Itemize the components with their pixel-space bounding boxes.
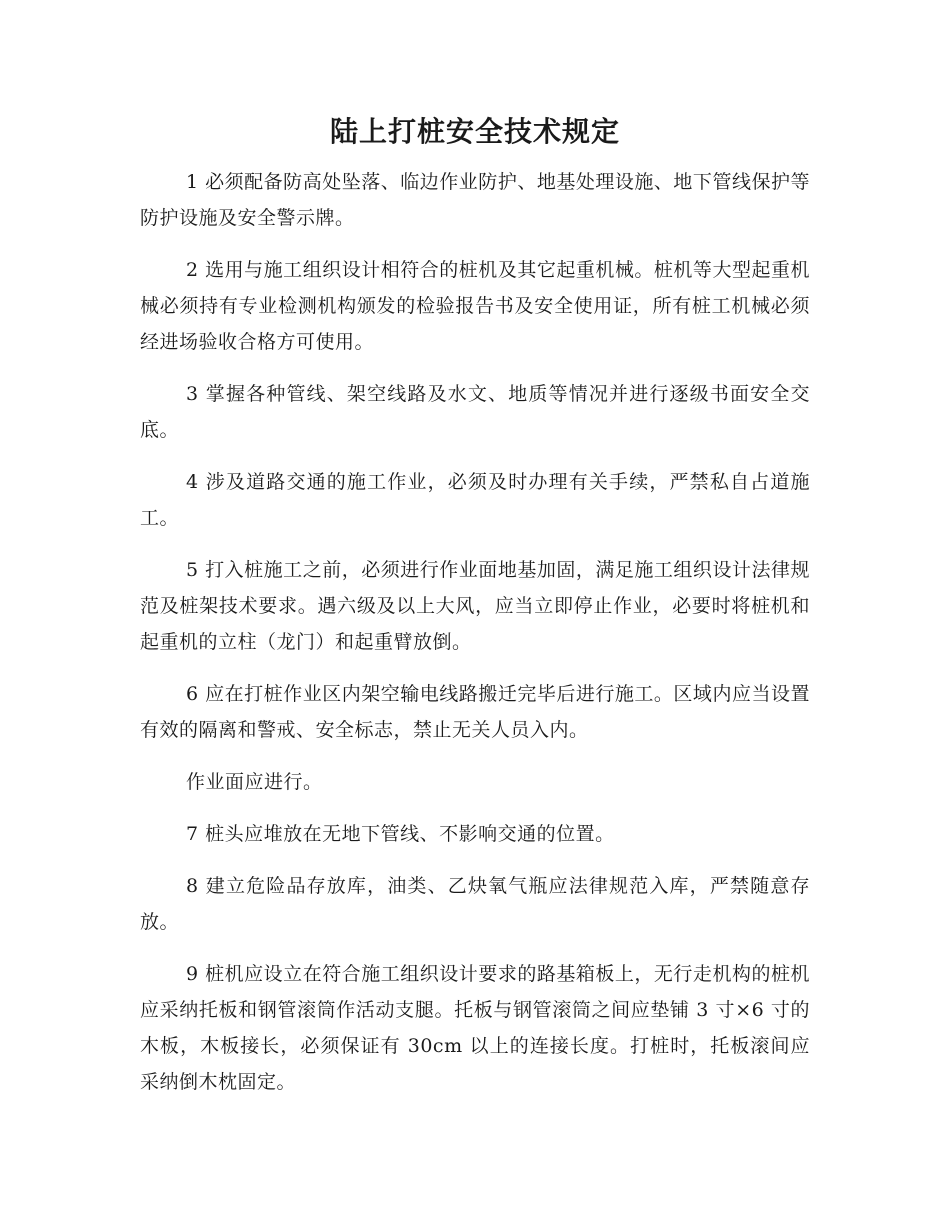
paragraph-2: 2 选用与施工组织设计相符合的桩机及其它起重机械。桩机等大型起重机械必须持有专业检测机构颁发的检验报告书及安全使用证，所有桩工机械必须经进场验收合格方可使用。 xyxy=(140,259,810,353)
paragraph-9: 9 桩机应设立在符合施工组织设计要求的路基箱板上，无行走机构的桩机应采纳托板和钢管滚筒作活动支腿。托板与钢管滚筒之间应垫铺 3 寸×6 寸的木板，木板接长，必须保证有 30cm 以上的连接长度。打桩时，托板滚间应采纳倒木枕固定。 xyxy=(140,963,810,1093)
paragraph-3: 3 掌握各种管线、架空线路及水文、地质等情况并进行逐级书面安全交底。 xyxy=(140,383,810,441)
paragraph-4: 4 涉及道路交通的施工作业，必须及时办理有关手续，严禁私自占道施工。 xyxy=(140,471,810,529)
document-body xyxy=(140,164,810,1116)
paragraph-8: 8 建立危险品存放库，油类、乙炔氧气瓶应法律规范入库，严禁随意存放。 xyxy=(140,875,810,933)
document-title: 陆上打桩安全技术规定 xyxy=(329,115,620,148)
paragraph-6: 6 应在打桩作业区内架空输电线路搬迁完毕后进行施工。区域内应当设置有效的隔离和警戒、安全标志，禁止无关人员入内。 xyxy=(140,683,810,741)
paragraph-note: 作业面应进行。 xyxy=(186,771,323,793)
paragraph-1: 1 必须配备防高处坠落、临边作业防护、地基处理设施、地下管线保护等防护设施及安全警示牌。 xyxy=(140,171,810,229)
paragraph-5: 5 打入桩施工之前，必须进行作业面地基加固，满足施工组织设计法律规范及桩架技术要求。遇六级及以上大风，应当立即停止作业，必要时将桩机和起重机的立柱（龙门）和起重臂放倒。 xyxy=(140,559,810,653)
paragraph-7: 7 桩头应堆放在无地下管线、不影响交通的位置。 xyxy=(186,823,615,845)
